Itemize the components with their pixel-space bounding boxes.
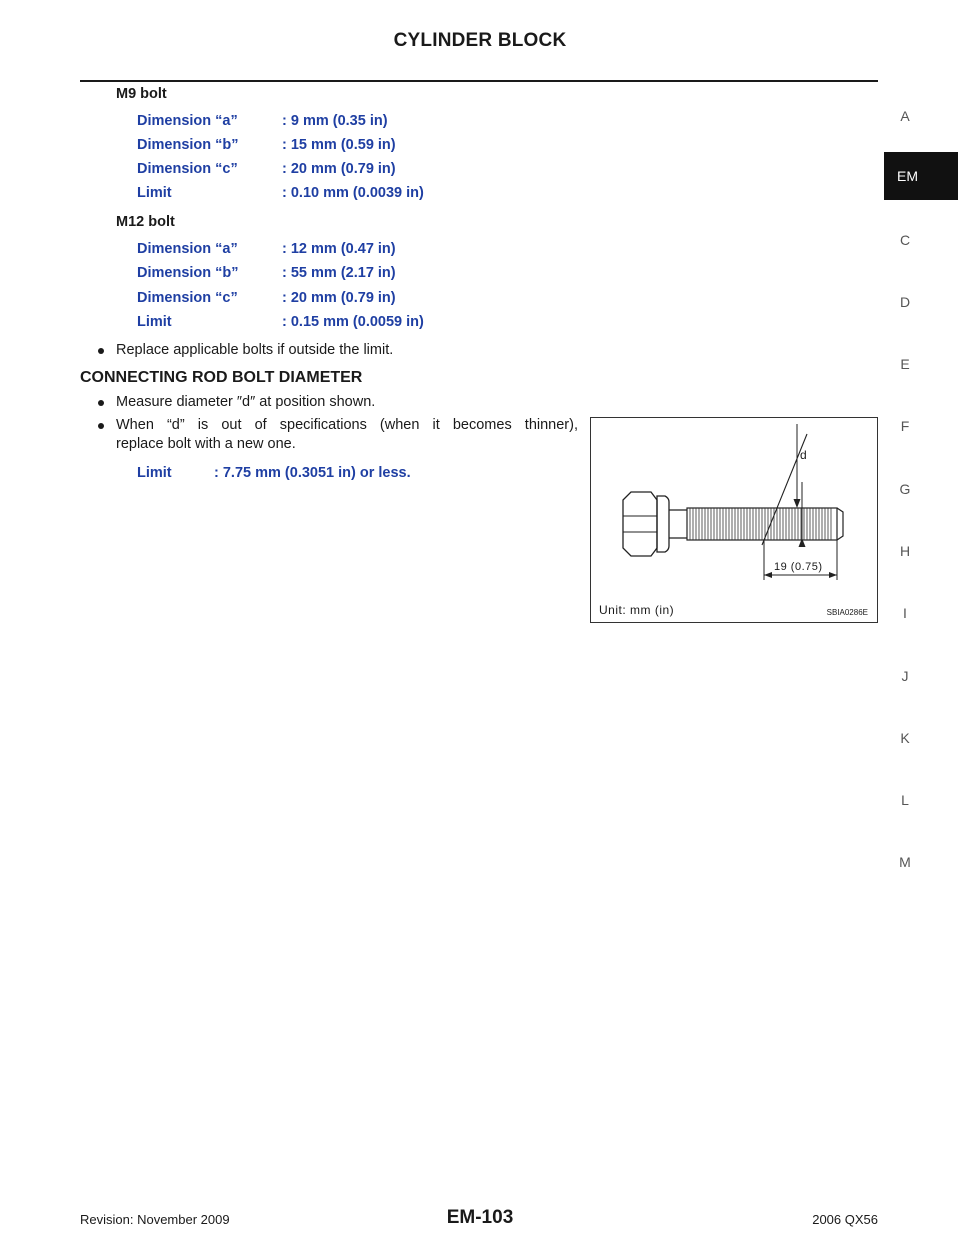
side-index-i[interactable]: I — [903, 605, 907, 621]
spec-key: Dimension “c” — [137, 290, 238, 306]
section-heading: CONNECTING ROD BOLT DIAMETER — [80, 369, 363, 386]
spec-value: : 9 mm (0.35 in) — [282, 113, 388, 129]
side-index-h[interactable]: H — [899, 543, 911, 559]
footer-revision: Revision: November 2009 — [80, 1212, 230, 1227]
dimension-label: 19 (0.75) — [774, 561, 823, 573]
bullet-replace-line2: replace bolt with a new one. — [116, 436, 296, 452]
bullet-dot — [98, 423, 104, 429]
side-index-l[interactable]: L — [901, 792, 909, 808]
bolt-diagram — [590, 417, 878, 623]
spec-value: : 0.10 mm (0.0039 in) — [282, 185, 424, 201]
spec-key: Dimension “b” — [137, 137, 239, 153]
page-title: CYLINDER BLOCK — [393, 30, 567, 51]
side-index-g[interactable]: G — [899, 481, 911, 497]
side-index-a[interactable]: A — [900, 108, 910, 124]
side-index-j[interactable]: J — [901, 668, 909, 684]
replace-note-text: Replace applicable bolts if outside the limit. — [116, 342, 394, 358]
spec-key: Limit — [137, 314, 172, 330]
spec-value: : 55 mm (2.17 in) — [282, 265, 396, 281]
bullet-measure-text: Measure diameter ″d″ at position shown. — [116, 394, 376, 410]
spec-key: Dimension “c” — [137, 161, 238, 177]
side-index-k[interactable]: K — [900, 730, 910, 746]
spec-key: Limit — [137, 185, 172, 201]
figure-unit: Unit: mm (in) — [599, 603, 675, 617]
spec-value: : 0.15 mm (0.0059 in) — [282, 314, 424, 330]
spec-value: : 12 mm (0.47 in) — [282, 241, 396, 257]
bolt-drawing — [591, 418, 877, 622]
label-d: d — [800, 448, 807, 462]
side-index-m[interactable]: M — [899, 854, 911, 870]
spec-value: : 20 mm (0.79 in) — [282, 161, 396, 177]
spec-value: : 20 mm (0.79 in) — [282, 290, 396, 306]
side-index-f[interactable]: F — [900, 418, 910, 434]
bullet-dot — [98, 400, 104, 406]
m12-bolt-label: M12 bolt — [116, 214, 175, 230]
spec-key: Dimension “b” — [137, 265, 239, 281]
side-index-em-active[interactable]: EM — [884, 152, 958, 200]
spec-key: Dimension “a” — [137, 113, 238, 129]
bullet-dot — [98, 348, 104, 354]
side-index-d[interactable]: D — [899, 294, 911, 310]
side-index-e[interactable]: E — [900, 356, 910, 372]
side-index-c[interactable]: C — [899, 232, 911, 248]
footer-model: 2006 QX56 — [812, 1212, 878, 1227]
spec-key: Dimension “a” — [137, 241, 238, 257]
figure-code: SBIA0286E — [826, 608, 868, 617]
bullet-replace-line1: When “d” is out of specifications (when it becomes thinner), — [116, 417, 578, 433]
footer-page-number: EM-103 — [446, 1207, 514, 1228]
spec-key: Limit — [137, 465, 172, 481]
header-rule — [80, 80, 878, 82]
spec-value: : 7.75 mm (0.3051 in) or less. — [214, 465, 411, 481]
m9-bolt-label: M9 bolt — [116, 86, 167, 102]
spec-value: : 15 mm (0.59 in) — [282, 137, 396, 153]
